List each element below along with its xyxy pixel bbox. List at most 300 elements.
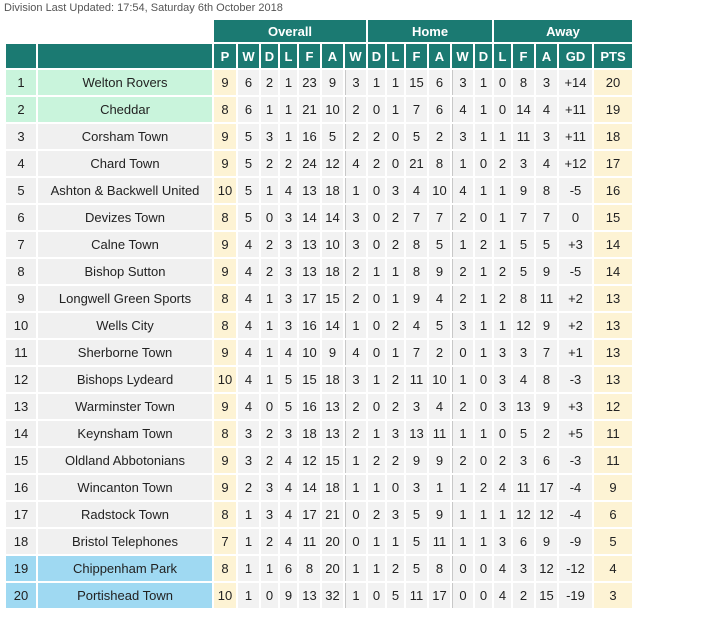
away-for-cell: 12	[513, 313, 534, 338]
team-name-cell: Devizes Town	[38, 205, 212, 230]
home-lost-cell: 1	[387, 286, 404, 311]
home-against-cell: 9	[429, 259, 450, 284]
overall-drawn-cell: 1	[261, 556, 278, 581]
played-cell: 8	[214, 556, 236, 581]
goal-difference-cell: -9	[559, 529, 592, 554]
overall-lost-cell: 1	[280, 124, 297, 149]
home-won-cell: 0	[345, 502, 366, 527]
played-cell: 9	[214, 124, 236, 149]
home-for-cell: 5	[406, 124, 427, 149]
away-against-cell: 7	[536, 205, 557, 230]
overall-against-cell: 14	[322, 313, 343, 338]
points-cell: 5	[594, 529, 632, 554]
overall-against-cell: 15	[322, 286, 343, 311]
points-cell: 18	[594, 124, 632, 149]
col-away-against: A	[536, 44, 557, 68]
overall-lost-cell: 4	[280, 340, 297, 365]
table-row	[6, 367, 634, 392]
played-cell: 8	[214, 502, 236, 527]
points-cell: 4	[594, 556, 632, 581]
home-lost-cell: 1	[387, 529, 404, 554]
away-against-cell: 12	[536, 502, 557, 527]
away-for-cell: 2	[513, 583, 534, 608]
overall-won-cell: 1	[238, 529, 259, 554]
home-for-cell: 8	[406, 259, 427, 284]
home-drawn-cell: 0	[368, 178, 385, 203]
table-row	[6, 259, 634, 284]
away-lost-cell: 1	[494, 232, 511, 257]
overall-against-cell: 13	[322, 421, 343, 446]
overall-for-cell: 8	[299, 556, 320, 581]
away-for-cell: 9	[513, 178, 534, 203]
col-away-for: F	[513, 44, 534, 68]
away-for-cell: 3	[513, 151, 534, 176]
away-won-cell: 1	[452, 151, 473, 176]
col-away-lost: L	[494, 44, 511, 68]
overall-for-cell: 13	[299, 232, 320, 257]
position-cell: 14	[6, 421, 36, 446]
col-home-against: A	[429, 44, 450, 68]
away-lost-cell: 1	[494, 502, 511, 527]
position-cell: 9	[6, 286, 36, 311]
overall-lost-cell: 4	[280, 529, 297, 554]
away-against-cell: 8	[536, 178, 557, 203]
overall-against-cell: 15	[322, 448, 343, 473]
overall-for-cell: 16	[299, 124, 320, 149]
overall-against-cell: 18	[322, 367, 343, 392]
overall-drawn-cell: 1	[261, 367, 278, 392]
away-for-cell: 11	[513, 124, 534, 149]
away-for-cell: 8	[513, 286, 534, 311]
overall-lost-cell: 5	[280, 394, 297, 419]
team-name-cell: Sherborne Town	[38, 340, 212, 365]
away-drawn-cell: 1	[475, 286, 492, 311]
overall-lost-cell: 4	[280, 502, 297, 527]
overall-against-cell: 20	[322, 556, 343, 581]
overall-for-cell: 16	[299, 394, 320, 419]
col-overall-for: F	[299, 44, 320, 68]
overall-won-cell: 5	[238, 178, 259, 203]
goal-difference-cell: -5	[559, 259, 592, 284]
overall-drawn-cell: 2	[261, 448, 278, 473]
table-row	[6, 151, 634, 176]
home-won-cell: 1	[345, 556, 366, 581]
team-name-cell: Radstock Town	[38, 502, 212, 527]
home-drawn-cell: 0	[368, 313, 385, 338]
overall-for-cell: 17	[299, 502, 320, 527]
team-name-cell: Bishop Sutton	[38, 259, 212, 284]
away-against-cell: 9	[536, 259, 557, 284]
away-against-cell: 6	[536, 448, 557, 473]
away-won-cell: 4	[452, 97, 473, 122]
team-name-cell: Chard Town	[38, 151, 212, 176]
played-cell: 8	[214, 205, 236, 230]
table-row	[6, 583, 634, 608]
overall-won-cell: 4	[238, 394, 259, 419]
home-against-cell: 17	[429, 583, 450, 608]
position-cell: 18	[6, 529, 36, 554]
away-lost-cell: 1	[494, 205, 511, 230]
away-for-cell: 13	[513, 394, 534, 419]
played-cell: 9	[214, 259, 236, 284]
overall-for-cell: 13	[299, 178, 320, 203]
team-name-cell: Ashton & Backwell United	[38, 178, 212, 203]
played-cell: 9	[214, 448, 236, 473]
position-cell: 11	[6, 340, 36, 365]
away-for-cell: 14	[513, 97, 534, 122]
points-cell: 11	[594, 448, 632, 473]
home-won-cell: 1	[345, 583, 366, 608]
overall-against-cell: 10	[322, 97, 343, 122]
home-against-cell: 5	[429, 313, 450, 338]
away-lost-cell: 1	[494, 313, 511, 338]
away-against-cell: 11	[536, 286, 557, 311]
overall-lost-cell: 3	[280, 259, 297, 284]
goal-difference-cell: -4	[559, 502, 592, 527]
home-for-cell: 15	[406, 70, 427, 95]
overall-drawn-cell: 2	[261, 151, 278, 176]
away-won-cell: 1	[452, 475, 473, 500]
home-against-cell: 4	[429, 394, 450, 419]
overall-for-cell: 12	[299, 448, 320, 473]
away-lost-cell: 3	[494, 529, 511, 554]
away-won-cell: 1	[452, 529, 473, 554]
team-name-cell: Bishops Lydeard	[38, 367, 212, 392]
home-drawn-cell: 0	[368, 394, 385, 419]
table-row	[6, 70, 634, 95]
overall-drawn-cell: 2	[261, 421, 278, 446]
away-drawn-cell: 1	[475, 421, 492, 446]
overall-drawn-cell: 1	[261, 178, 278, 203]
played-cell: 8	[214, 97, 236, 122]
home-lost-cell: 2	[387, 448, 404, 473]
away-lost-cell: 3	[494, 340, 511, 365]
home-for-cell: 3	[406, 394, 427, 419]
home-lost-cell: 3	[387, 421, 404, 446]
col-overall-drawn: D	[261, 44, 278, 68]
away-won-cell: 2	[452, 205, 473, 230]
home-for-cell: 4	[406, 178, 427, 203]
table-row	[6, 178, 634, 203]
overall-for-cell: 24	[299, 151, 320, 176]
overall-lost-cell: 2	[280, 151, 297, 176]
away-for-cell: 3	[513, 340, 534, 365]
position-cell: 17	[6, 502, 36, 527]
home-won-cell: 2	[345, 97, 366, 122]
played-cell: 9	[214, 70, 236, 95]
away-against-cell: 4	[536, 151, 557, 176]
overall-lost-cell: 6	[280, 556, 297, 581]
home-for-cell: 7	[406, 97, 427, 122]
home-group-header: Home	[368, 20, 492, 42]
overall-against-cell: 5	[322, 124, 343, 149]
played-cell: 7	[214, 529, 236, 554]
away-drawn-cell: 1	[475, 529, 492, 554]
points-cell: 19	[594, 97, 632, 122]
home-won-cell: 1	[345, 313, 366, 338]
table-row	[6, 502, 634, 527]
overall-lost-cell: 4	[280, 475, 297, 500]
position-cell: 19	[6, 556, 36, 581]
played-cell: 9	[214, 232, 236, 257]
blank-header-cell	[6, 44, 36, 68]
overall-for-cell: 13	[299, 259, 320, 284]
away-drawn-cell: 2	[475, 232, 492, 257]
overall-for-cell: 13	[299, 583, 320, 608]
home-won-cell: 2	[345, 124, 366, 149]
home-against-cell: 2	[429, 124, 450, 149]
home-won-cell: 2	[345, 259, 366, 284]
overall-drawn-cell: 3	[261, 502, 278, 527]
overall-won-cell: 1	[238, 502, 259, 527]
away-lost-cell: 0	[494, 70, 511, 95]
overall-drawn-cell: 3	[261, 475, 278, 500]
table-row	[6, 529, 634, 554]
home-against-cell: 11	[429, 529, 450, 554]
away-against-cell: 4	[536, 97, 557, 122]
away-won-cell: 1	[452, 232, 473, 257]
away-for-cell: 5	[513, 421, 534, 446]
away-against-cell: 12	[536, 556, 557, 581]
overall-drawn-cell: 2	[261, 529, 278, 554]
overall-won-cell: 5	[238, 151, 259, 176]
table-row	[6, 205, 634, 230]
home-won-cell: 0	[345, 529, 366, 554]
points-cell: 13	[594, 340, 632, 365]
overall-won-cell: 6	[238, 70, 259, 95]
away-lost-cell: 0	[494, 97, 511, 122]
overall-against-cell: 21	[322, 502, 343, 527]
blank-header-cell	[38, 44, 212, 68]
blank-header-cell	[38, 20, 212, 42]
home-for-cell: 7	[406, 205, 427, 230]
home-against-cell: 9	[429, 502, 450, 527]
played-cell: 9	[214, 340, 236, 365]
overall-group-header: Overall	[214, 20, 366, 42]
col-home-drawn: D	[368, 44, 385, 68]
table-row	[6, 286, 634, 311]
table-row	[6, 421, 634, 446]
home-lost-cell: 1	[387, 259, 404, 284]
away-for-cell: 3	[513, 448, 534, 473]
overall-won-cell: 1	[238, 556, 259, 581]
overall-for-cell: 14	[299, 475, 320, 500]
away-against-cell: 9	[536, 313, 557, 338]
col-home-for: F	[406, 44, 427, 68]
away-drawn-cell: 1	[475, 502, 492, 527]
position-cell: 20	[6, 583, 36, 608]
goal-difference-cell: +2	[559, 313, 592, 338]
played-cell: 9	[214, 151, 236, 176]
position-cell: 12	[6, 367, 36, 392]
away-lost-cell: 2	[494, 259, 511, 284]
away-lost-cell: 4	[494, 556, 511, 581]
overall-against-cell: 18	[322, 259, 343, 284]
overall-lost-cell: 4	[280, 448, 297, 473]
home-against-cell: 7	[429, 205, 450, 230]
overall-drawn-cell: 1	[261, 286, 278, 311]
league-table	[4, 18, 636, 610]
goal-difference-cell: -12	[559, 556, 592, 581]
overall-for-cell: 15	[299, 367, 320, 392]
away-drawn-cell: 0	[475, 583, 492, 608]
last-updated-text: Division Last Updated: 17:54, Saturday 6th October 2018	[4, 2, 283, 14]
played-cell: 10	[214, 178, 236, 203]
table-row	[6, 124, 634, 149]
away-against-cell: 3	[536, 70, 557, 95]
position-cell: 10	[6, 313, 36, 338]
home-lost-cell: 2	[387, 313, 404, 338]
home-lost-cell: 3	[387, 178, 404, 203]
away-for-cell: 11	[513, 475, 534, 500]
home-against-cell: 10	[429, 178, 450, 203]
away-won-cell: 0	[452, 556, 473, 581]
goal-difference-cell: +14	[559, 70, 592, 95]
home-won-cell: 3	[345, 70, 366, 95]
goal-difference-cell: +3	[559, 232, 592, 257]
home-against-cell: 8	[429, 556, 450, 581]
overall-drawn-cell: 2	[261, 259, 278, 284]
overall-won-cell: 4	[238, 367, 259, 392]
col-away-won: W	[452, 44, 473, 68]
position-cell: 2	[6, 97, 36, 122]
played-cell: 9	[214, 475, 236, 500]
home-for-cell: 11	[406, 583, 427, 608]
home-won-cell: 4	[345, 151, 366, 176]
overall-won-cell: 2	[238, 475, 259, 500]
overall-against-cell: 14	[322, 205, 343, 230]
home-lost-cell: 3	[387, 502, 404, 527]
home-for-cell: 8	[406, 232, 427, 257]
overall-won-cell: 1	[238, 583, 259, 608]
played-cell: 8	[214, 421, 236, 446]
played-cell: 8	[214, 313, 236, 338]
overall-lost-cell: 4	[280, 178, 297, 203]
home-drawn-cell: 2	[368, 502, 385, 527]
overall-won-cell: 4	[238, 232, 259, 257]
home-drawn-cell: 2	[368, 151, 385, 176]
overall-lost-cell: 3	[280, 421, 297, 446]
points-cell: 16	[594, 178, 632, 203]
overall-for-cell: 16	[299, 313, 320, 338]
overall-lost-cell: 3	[280, 205, 297, 230]
team-name-cell: Wells City	[38, 313, 212, 338]
away-against-cell: 15	[536, 583, 557, 608]
points-cell: 13	[594, 367, 632, 392]
overall-won-cell: 4	[238, 340, 259, 365]
away-group-header: Away	[494, 20, 632, 42]
home-won-cell: 1	[345, 475, 366, 500]
home-lost-cell: 1	[387, 97, 404, 122]
overall-drawn-cell: 1	[261, 340, 278, 365]
points-cell: 13	[594, 313, 632, 338]
home-against-cell: 5	[429, 232, 450, 257]
overall-against-cell: 13	[322, 394, 343, 419]
away-drawn-cell: 2	[475, 475, 492, 500]
home-for-cell: 7	[406, 340, 427, 365]
team-name-cell: Longwell Green Sports	[38, 286, 212, 311]
goal-difference-cell: +11	[559, 124, 592, 149]
home-lost-cell: 0	[387, 475, 404, 500]
overall-against-cell: 12	[322, 151, 343, 176]
away-for-cell: 3	[513, 556, 534, 581]
overall-won-cell: 3	[238, 448, 259, 473]
away-for-cell: 5	[513, 232, 534, 257]
overall-drawn-cell: 0	[261, 583, 278, 608]
table-row	[6, 340, 634, 365]
away-won-cell: 1	[452, 421, 473, 446]
goal-difference-cell: +1	[559, 340, 592, 365]
home-for-cell: 13	[406, 421, 427, 446]
away-won-cell: 2	[452, 259, 473, 284]
away-against-cell: 3	[536, 124, 557, 149]
goal-difference-cell: +11	[559, 97, 592, 122]
col-home-lost: L	[387, 44, 404, 68]
away-for-cell: 8	[513, 70, 534, 95]
away-lost-cell: 2	[494, 286, 511, 311]
home-lost-cell: 1	[387, 70, 404, 95]
table-row	[6, 313, 634, 338]
overall-against-cell: 18	[322, 178, 343, 203]
position-cell: 15	[6, 448, 36, 473]
overall-drawn-cell: 1	[261, 313, 278, 338]
team-name-cell: Portishead Town	[38, 583, 212, 608]
home-for-cell: 11	[406, 367, 427, 392]
position-cell: 7	[6, 232, 36, 257]
home-drawn-cell: 1	[368, 529, 385, 554]
away-lost-cell: 1	[494, 124, 511, 149]
team-name-cell: Welton Rovers	[38, 70, 212, 95]
goal-difference-cell: -5	[559, 178, 592, 203]
away-won-cell: 2	[452, 394, 473, 419]
home-won-cell: 3	[345, 232, 366, 257]
blank-header-cell	[6, 20, 36, 42]
home-lost-cell: 1	[387, 340, 404, 365]
away-against-cell: 8	[536, 367, 557, 392]
overall-for-cell: 23	[299, 70, 320, 95]
away-won-cell: 4	[452, 178, 473, 203]
home-drawn-cell: 1	[368, 475, 385, 500]
points-cell: 6	[594, 502, 632, 527]
overall-won-cell: 4	[238, 259, 259, 284]
position-cell: 5	[6, 178, 36, 203]
team-name-cell: Corsham Town	[38, 124, 212, 149]
table-row	[6, 475, 634, 500]
goal-difference-cell: -3	[559, 367, 592, 392]
position-cell: 4	[6, 151, 36, 176]
home-drawn-cell: 2	[368, 448, 385, 473]
played-cell: 10	[214, 367, 236, 392]
overall-lost-cell: 3	[280, 313, 297, 338]
overall-won-cell: 6	[238, 97, 259, 122]
team-name-cell: Bristol Telephones	[38, 529, 212, 554]
away-won-cell: 1	[452, 502, 473, 527]
col-played: P	[214, 44, 236, 68]
position-cell: 1	[6, 70, 36, 95]
team-name-cell: Keynsham Town	[38, 421, 212, 446]
col-home-won: W	[345, 44, 366, 68]
home-drawn-cell: 0	[368, 205, 385, 230]
played-cell: 8	[214, 286, 236, 311]
home-against-cell: 4	[429, 286, 450, 311]
col-points: PTS	[594, 44, 632, 68]
goal-difference-cell: +3	[559, 394, 592, 419]
position-cell: 16	[6, 475, 36, 500]
points-cell: 14	[594, 259, 632, 284]
home-won-cell: 1	[345, 178, 366, 203]
away-drawn-cell: 1	[475, 340, 492, 365]
away-lost-cell: 0	[494, 421, 511, 446]
